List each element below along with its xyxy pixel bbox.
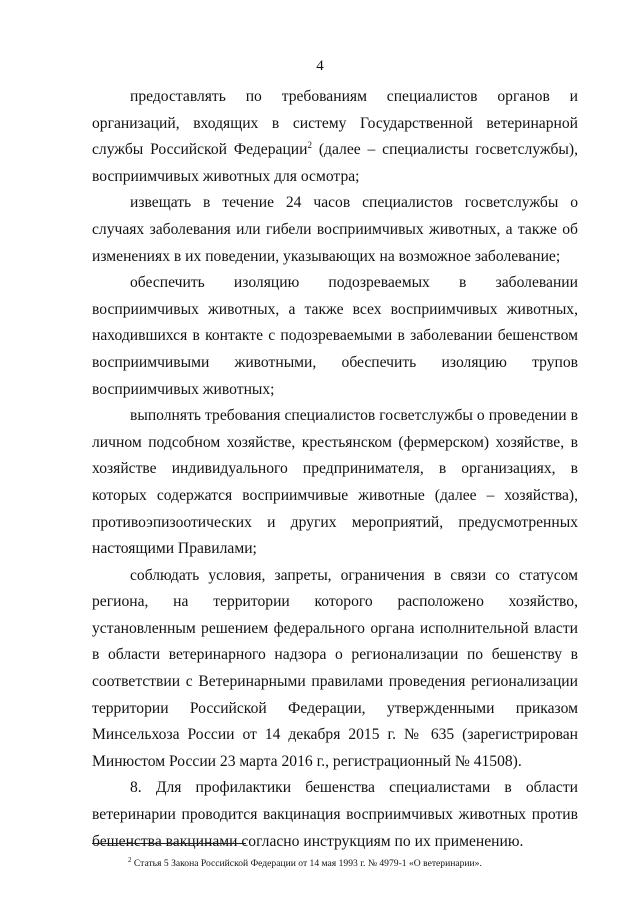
paragraph-1 — [92, 84, 578, 190]
paragraph-2: извещать в течение 24 часов специалистов госветслужбы о случаях заболевания или гибели восприимчивых животных, а также об изменениях в их поведении, указывающих на возможное заболевание; — [92, 194, 578, 265]
footnote-separator — [92, 843, 246, 844]
footnote-reference: 2 — [307, 140, 312, 151]
paragraph-4: выполнять требования специалистов госветслужбы о проведении в личном подсобном хозяйстве, крестьянском (фермерском) хозяйстве, в хозяйстве индивидуального предпринимателя, в организациях, в которых содержатся восприимчивые животные (далее – хозяйства), противоэпизоотических и других мероприятий, предусмотренных настоящими Правилами; — [92, 407, 578, 558]
paragraph-1-text: предоставлять по требованиям специалистов органов и организаций, входящих в систему Государственной ветеринарной службы Российской Федерации — [92, 88, 578, 159]
footnote — [128, 858, 588, 870]
paragraph-3: обеспечить изоляцию подозреваемых в заболевании восприимчивых животных, а также всех восприимчивых животных, находившихся в контакте с подозреваемыми в заболевании бешенством восприимчивыми животными, обеспечить изоляцию трупов восприимчивых животных; — [92, 274, 578, 398]
document-body — [92, 84, 578, 855]
page-number: 4 — [316, 58, 324, 74]
footnote-text: Статья 5 Закона Российской Федерации от 14 мая 1993 г. № 4979-1 «О ветеринарии». — [131, 858, 482, 869]
footnote-marker: 2 — [128, 856, 132, 864]
paragraph-1-text-continued: (далее – специалисты госветслужбы), восприимчивых животных для осмотра; — [92, 141, 578, 185]
paragraph-6: 8. Для профилактики бешенства специалистами в области ветеринарии проводится вакцинация восприимчивых животных против бешенства вакцинами согласно инструкциям по их применению. — [92, 779, 578, 850]
paragraph-5: соблюдать условия, запреты, ограничения в связи со статусом региона, на территории которого расположено хозяйство, установленным решением федерального органа исполнительной власти в области ветеринарного надзора о регионализации по бешенству в соответствии с Ветеринарными правилами проведения регионализации территории Российской Федерации, утвержденными приказом Минсельхоза России от 14 декабря 2015 г. № 635 (зарегистрирован Минюстом России 23 марта 2016 г., регистрационный № 41508). — [92, 566, 578, 770]
